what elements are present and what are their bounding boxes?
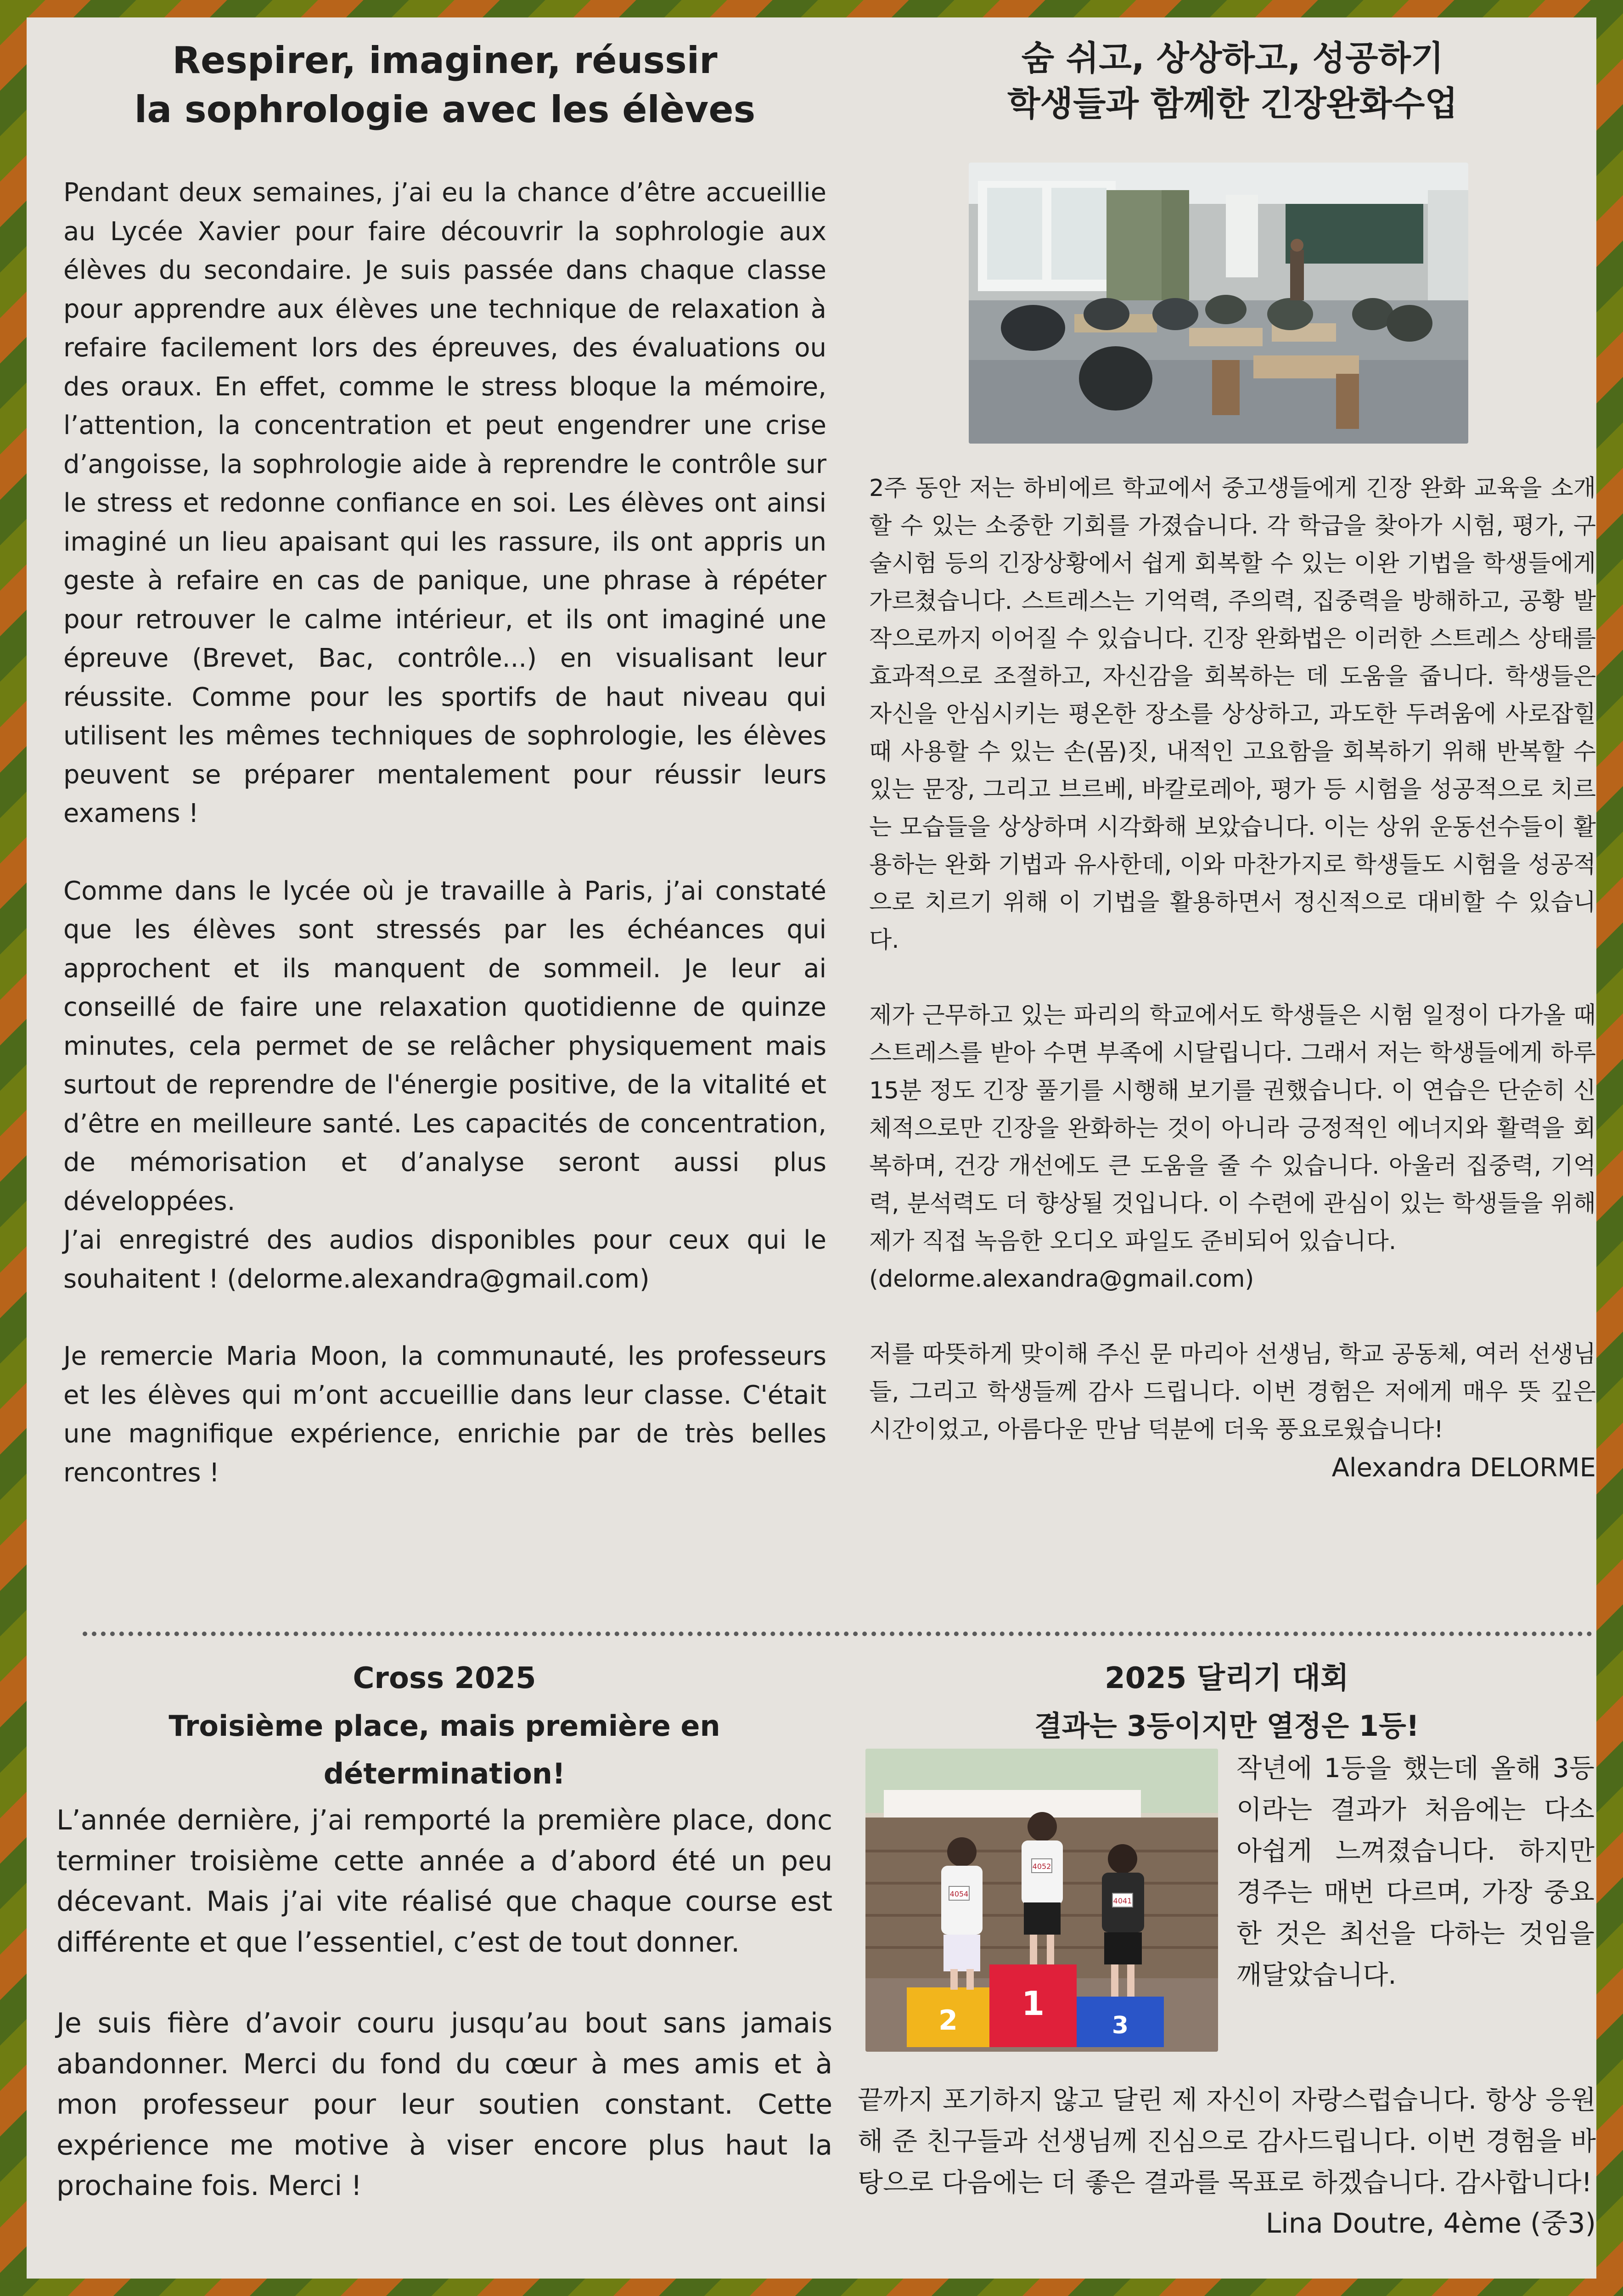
bib-number: 4052 [1032,1862,1051,1871]
article-fr-title-line2: la sophrologie avec les élèves [134,88,756,131]
podium-label: 2 [938,2004,958,2037]
newsletter-page [27,17,1596,2279]
article-fr-title [63,36,826,134]
article-fr-title-line1: Respirer, imaginer, réussir [172,39,718,82]
article-ko-title [869,36,1596,127]
article-fr-paragraph: Pendant deux semaines, j’ai eu la chance d’être accueillie au Lycée Xavier pour faire découvrir la sophrologie aux élèves du secondaire. Je suis passée dans chaque classe pour apprendre aux élèves une technique de relaxation à refaire facilement lors des épreuves, des évaluations ou des oraux. En effet, comme le stress bloque la mémoire, l’attention, la concentration et peut engendrer une crise d’angoisse, la sophrologie aide à reprendre le contrôle sur le stress et redonne confiance en soi. Les élèves ont ainsi imaginé un lieu apaisant qui les rassure, ils ont appris un geste à refaire en cas de panique, une phrase à répéter pour retrouver le calme intérieur, et ils ont imaginé une épreuve (Brevet, Bac, contrôle...) en visualisant leur réussite. Comme pour les sportifs de haut niveau qui utilisent les mêmes techniques de sophrologie, les élèves peuvent se préparer mentalement pour réussir leurs examens ! [63,178,826,829]
cross-ko-subtitle: 결과는 3등이지만 열정은 1등! [1034,1709,1420,1743]
bib-number: 4054 [949,1890,969,1898]
article-ko-title-line2: 학생들과 함께한 긴장완화수업 [1007,84,1458,124]
cross-ko-paragraph: 끝까지 포기하지 않고 달린 제 자신이 자랑스럽습니다. 항상 응원해 준 친구들과 선생님께 진심으로 감사드립니다. 이번 경험을 바탕으로 다음에는 더 좋은 결과를 목표로 하겠습니다. 감사합니다! [858,2085,1596,2198]
podium-label: 1 [1021,1984,1045,2023]
article-ko-signature: Alexandra DELORME [1331,1453,1596,1483]
bib-number: 4041 [1113,1896,1132,1905]
cross-ko-header [858,1654,1596,1750]
article-ko-body [869,470,1596,1487]
article-ko-paragraph: 제가 근무하고 있는 파리의 학교에서도 학생들은 시험 일정이 다가올 때 스트레스를 받아 수면 부족에 시달립니다. 그래서 저는 학생들에게 하루 15분 정도 긴장 풀기를 시행해 보기를 권했습니다. 이 연습은 단순히 신체적으로만 긴장을 완화하는 것이 아니라 긍정적인 에너지와 활력을 회복하며, 건강 개선에도 큰 도움을 줄 수 있습니다. 아울러 집중력, 기억력, 분석력도 더 향상될 것입니다. 이 수련에 관심이 있는 학생들을 위해 제가 직접 녹음한 오디오 파일도 준비되어 있습니다. (delorme.alexandra@gmail.com) [869,1002,1596,1293]
article-fr-paragraph: J’ai enregistré des audios disponibles pour ceux qui le souhaitent ! (delorme.alexandra@gmail.com) [63,1225,826,1294]
podium-label: 3 [1112,2012,1129,2039]
cross-fr-paragraph: Je suis fière d’avoir couru jusqu’au bout sans jamais abandonner. Merci du fond du cœur à mes amis et à mon professeur pour leur soutien constant. Cette expérience me motive à viser encore plus haut la prochaine fois. Merci ! [56,2007,832,2202]
article-ko-title-line1: 숨 쉬고, 상상하고, 성공하기 [1021,39,1444,78]
cross-fr-subtitle: Troisième place, mais première en détermination! [168,1709,720,1790]
article-ko-paragraph: 저를 따뜻하게 맞이해 주신 문 마리아 선생님, 학교 공동체, 여러 선생님들, 그리고 학생들께 감사 드립니다. 이번 경험은 저에게 매우 뜻 깊은 시간이었고, 아름다운 만남 덕분에 더욱 풍요로웠습니다! [869,1341,1596,1443]
cross-fr-title: Cross 2025 [353,1661,536,1695]
article-fr-paragraph: Je remercie Maria Moon, la communauté, les professeurs et les élèves qui m’ont accueillie dans leur classe. C'était une magnifique expérience, enrichie par de très belles rencontres ! [63,1341,826,1488]
podium-photo [865,1749,1218,2052]
article-fr-paragraph: Comme dans le lycée où je travaille à Paris, j’ai constaté que les élèves sont stressés par les échéances qui approchent et ils manquent de sommeil. Je leur ai conseillé de faire une relaxation quotidienne de quinze minutes, cela permet de se relâcher physiquement mais surtout de reprendre de l'énergie positive, de la vitalité et d’être en meilleure santé. Les capacités de concentration, de mémorisation et d’analyse seront aussi plus développées. [63,876,826,1216]
cross-fr [56,1654,832,2206]
cross-ko-title: 2025 달리기 대회 [1105,1661,1349,1695]
article-ko-paragraph: 2주 동안 저는 하비에르 학교에서 중고생들에게 긴장 완화 교육을 소개할 수 있는 소중한 기회를 가졌습니다. 각 학급을 찾아가 시험, 평가, 구술시험 등의 긴장상황에서 쉽게 회복할 수 있는 이완 기법을 학생들에게 가르쳤습니다. 스트레스는 기억력, 주의력, 집중력을 방해하고, 공황 발작으로까지 이어질 수 있습니다. 긴장 완화법은 이러한 스트레스 상태를 효과적으로 조절하고, 자신감을 회복하는 데 도움을 줍니다. 학생들은 자신을 안심시키는 평온한 장소를 상상하고, 과도한 두려움에 사로잡힐 때 사용할 수 있는 손(몸)짓, 내적인 고요함을 회복하기 위해 반복할 수 있는 문장, 그리고 브르베, 바칼로레아, 평가 등 시험을 성공적으로 치르는 모습들을 상상하며 시각화해 보았습니다. 이는 상위 운동선수들이 활용하는 완화 기법과 유사한데, 이와 마찬가지로 학생들도 시험을 성공적으로 치르기 위해 이 기법을 활용하면서 정신적으로 대비할 수 있습니다. [869,475,1596,954]
cross-ko-signature: Lina Doutre, 4ème (중3) [1265,2207,1596,2240]
article-fr [63,36,826,1492]
cross-fr-paragraph: L’année dernière, j’ai remporté la première place, donc terminer troisième cette année a d’abord été un peu décevant. Mais j’ai vite réalisé que chaque course est différente et que l’essentiel, c’est de tout donner. [56,1804,832,1958]
cross-ko-intro [1236,1748,1595,1996]
article-ko [869,36,1596,127]
cross-ko-paragraph: 작년에 1등을 했는데 올해 3등이라는 결과가 처음에는 다소 아쉽게 느껴졌습니다. 하지만 경주는 매번 다르며, 가장 중요한 것은 최선을 다하는 것임을 깨달았습니다. [1236,1753,1595,1990]
section-divider [83,1632,1592,1636]
classroom-photo [969,163,1468,444]
cross-ko-body [858,2079,1596,2244]
